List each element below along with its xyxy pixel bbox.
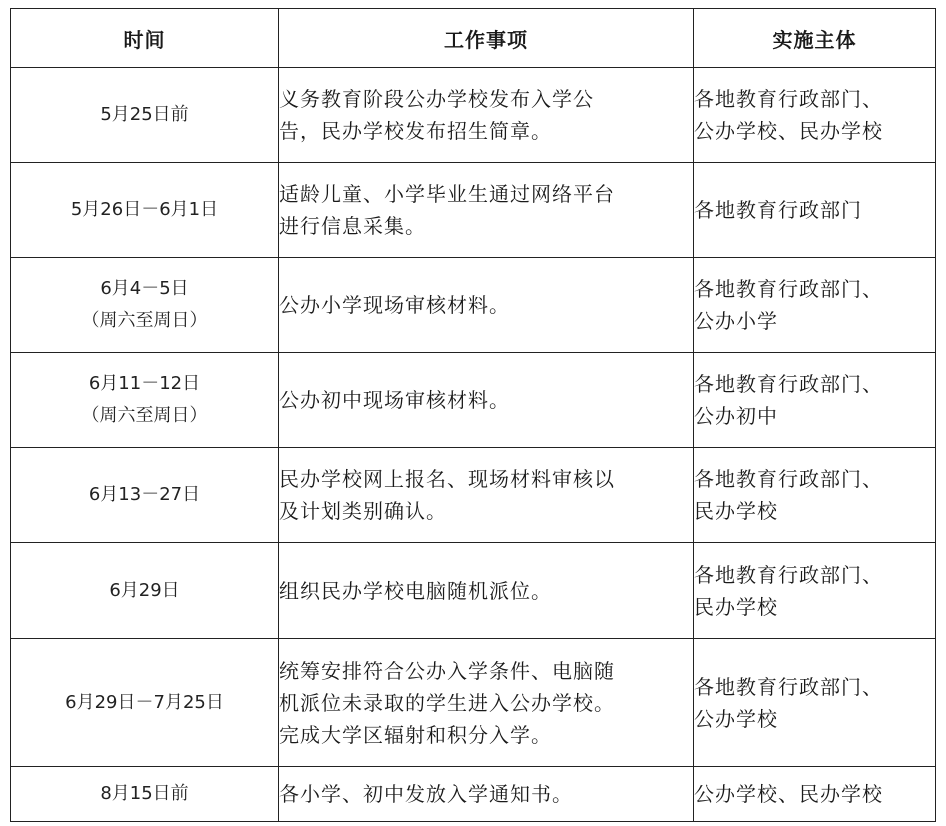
org-cell <box>694 543 936 639</box>
header-org: 实施主体 <box>694 9 936 68</box>
time-cell <box>11 68 279 163</box>
time-cell <box>11 258 279 353</box>
task-text-line: 公办初中现场审核材料。 <box>279 388 510 412</box>
time-subtext: （周六至周日） <box>81 405 208 426</box>
table-row <box>11 767 936 822</box>
org-cell <box>694 353 936 448</box>
task-text-line: 各小学、初中发放入学通知书。 <box>279 782 573 806</box>
org-text-line: 公办学校 <box>694 706 778 731</box>
time-text: 5月26日－6月1日 <box>70 199 219 220</box>
task-text-line: 组织民办学校电脑随机派位。 <box>279 578 552 603</box>
task-cell <box>279 448 694 543</box>
time-cell <box>11 543 279 639</box>
time-cell <box>11 353 279 448</box>
org-text-line: 民办学校 <box>694 499 778 523</box>
task-text-line: 告，民办学校发布招生简章。 <box>279 119 552 143</box>
table-row <box>11 258 936 353</box>
time-text: 6月29日－7月25日 <box>65 691 224 713</box>
time-cell <box>11 163 279 258</box>
schedule-body <box>11 68 936 822</box>
org-text-line: 公办初中 <box>694 404 778 428</box>
org-cell <box>694 448 936 543</box>
task-text-line: 进行信息采集。 <box>279 214 426 238</box>
table-row <box>11 448 936 543</box>
org-text-line: 民办学校 <box>694 594 778 619</box>
task-cell <box>279 163 694 258</box>
schedule-sheet <box>10 8 935 822</box>
header-task: 工作事项 <box>279 9 694 68</box>
time-text: 6月29日 <box>109 579 180 601</box>
org-text-line: 公办学校、民办学校 <box>694 782 883 806</box>
org-text-line: 公办小学 <box>694 309 778 333</box>
time-cell <box>11 448 279 543</box>
task-cell <box>279 68 694 163</box>
task-text-line: 机派位未录取的学生进入公办学校。 <box>279 690 615 715</box>
enrollment-schedule-table <box>10 8 936 822</box>
task-cell <box>279 258 694 353</box>
time-text: 6月4－5日 <box>100 278 189 299</box>
task-text-line: 民办学校网上报名、现场材料审核以 <box>279 467 615 491</box>
org-text-line: 各地教育行政部门、 <box>694 674 883 699</box>
org-cell <box>694 767 936 822</box>
table-row <box>11 639 936 767</box>
task-text-line: 及计划类别确认。 <box>279 499 447 523</box>
header-time: 时间 <box>11 9 279 68</box>
task-text-line: 适龄儿童、小学毕业生通过网络平台 <box>279 182 615 206</box>
time-text: 6月11－12日 <box>88 373 201 394</box>
time-cell <box>11 767 279 822</box>
header-row <box>11 9 936 68</box>
time-subtext: （周六至周日） <box>81 310 208 331</box>
org-text-line: 各地教育行政部门、 <box>694 372 883 396</box>
org-text-line: 各地教育行政部门、 <box>694 467 883 491</box>
org-cell <box>694 258 936 353</box>
task-cell <box>279 543 694 639</box>
task-text-line: 完成大学区辐射和积分入学。 <box>279 722 552 747</box>
org-cell <box>694 639 936 767</box>
org-text-line: 各地教育行政部门 <box>694 198 862 222</box>
table-row <box>11 353 936 448</box>
time-text: 8月15日前 <box>100 783 189 804</box>
table-row <box>11 68 936 163</box>
task-text-line: 公办小学现场审核材料。 <box>279 293 510 317</box>
org-text-line: 公办学校、民办学校 <box>694 119 883 143</box>
table-row <box>11 543 936 639</box>
time-text: 6月13－27日 <box>88 484 201 505</box>
org-text-line: 各地教育行政部门、 <box>694 87 883 111</box>
task-cell <box>279 639 694 767</box>
table-row <box>11 163 936 258</box>
org-text-line: 各地教育行政部门、 <box>694 562 883 587</box>
org-text-line: 各地教育行政部门、 <box>694 277 883 301</box>
org-cell <box>694 68 936 163</box>
task-cell <box>279 353 694 448</box>
time-text: 5月25日前 <box>100 104 189 125</box>
task-text-line: 统筹安排符合公办入学条件、电脑随 <box>279 658 615 683</box>
task-text-line: 义务教育阶段公办学校发布入学公 <box>279 87 594 111</box>
task-cell <box>279 767 694 822</box>
org-cell <box>694 163 936 258</box>
time-cell <box>11 639 279 767</box>
